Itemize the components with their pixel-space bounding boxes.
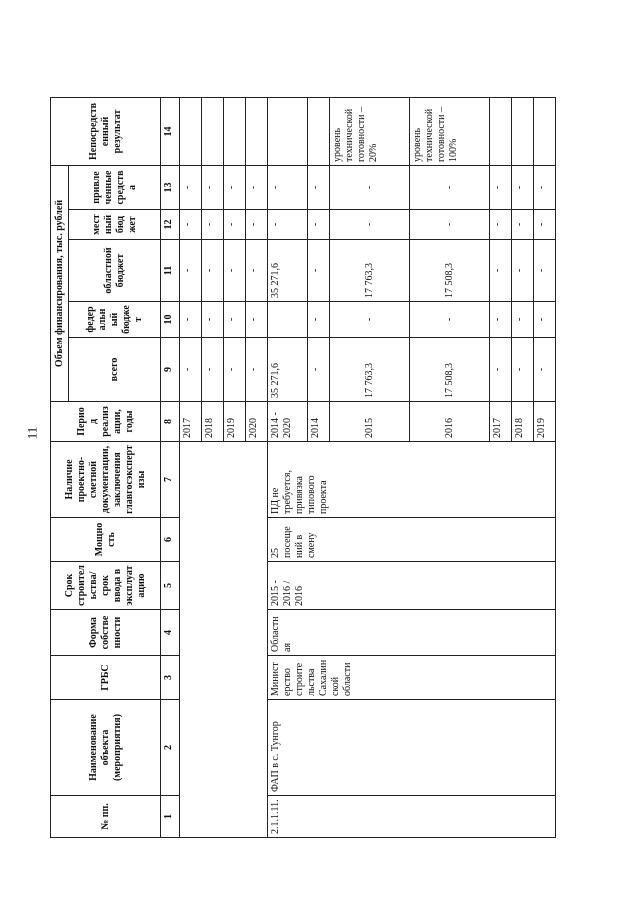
period-cell: 2019 xyxy=(224,402,246,442)
attracted-cell: - xyxy=(224,165,246,209)
regional-cell: 35 271,6 xyxy=(268,240,308,302)
local-cell: - xyxy=(330,210,410,240)
object-docs: ПД не требуется, привязка типового проекта xyxy=(268,442,556,518)
result-cell xyxy=(490,97,512,165)
result-cell xyxy=(246,97,268,165)
local-cell: - xyxy=(224,210,246,240)
period-cell: 2016 xyxy=(410,402,490,442)
table-row xyxy=(180,97,202,837)
attracted-cell: - xyxy=(180,165,202,209)
federal-cell: - xyxy=(512,302,534,338)
period-cell: 2015 xyxy=(330,402,410,442)
total-cell: - xyxy=(490,338,512,402)
federal-cell: - xyxy=(330,302,410,338)
result-cell xyxy=(202,97,224,165)
attracted-cell: - xyxy=(490,165,512,209)
regional-cell: - xyxy=(512,240,534,302)
regional-cell: - xyxy=(246,240,268,302)
regional-cell: 17 763,3 xyxy=(330,240,410,302)
local-cell: - xyxy=(512,210,534,240)
result-cell xyxy=(224,97,246,165)
col-number: 1 xyxy=(161,796,180,838)
federal-cell: - xyxy=(308,302,330,338)
col-number: 8 xyxy=(161,402,180,442)
attracted-cell: - xyxy=(330,165,410,209)
result-cell xyxy=(268,97,308,165)
header-ownership: Форма собственности xyxy=(51,610,161,656)
result-cell: уровень технической готовности – 100% xyxy=(410,97,490,165)
federal-cell xyxy=(268,302,308,338)
period-cell: 2020 xyxy=(246,402,268,442)
header-regional: областной бюджет xyxy=(69,240,161,302)
object-grbs: Министерство строительства Сахалинской области xyxy=(268,656,556,700)
federal-cell: - xyxy=(246,302,268,338)
total-cell: 17 508,3 xyxy=(410,338,490,402)
total-cell: 35 271,6 xyxy=(268,338,308,402)
attracted-cell: - xyxy=(534,165,556,209)
result-cell xyxy=(308,97,330,165)
period-cell: 2017 xyxy=(180,402,202,442)
period-cell: 2014 - 2020 xyxy=(268,402,308,442)
header-term: Срок строительства/срок ввода в эксплуатацию xyxy=(51,562,161,610)
attracted-cell: - xyxy=(246,165,268,209)
header-result: Непосредственный результат xyxy=(51,97,161,165)
attracted-cell: - xyxy=(202,165,224,209)
header-name: Наименование объекта (мероприятия) xyxy=(51,700,161,796)
local-cell: - xyxy=(268,210,308,240)
federal-cell: - xyxy=(490,302,512,338)
federal-cell: - xyxy=(534,302,556,338)
regional-cell: - xyxy=(202,240,224,302)
period-cell: 2014 xyxy=(308,402,330,442)
total-cell: - xyxy=(512,338,534,402)
col-number: 3 xyxy=(161,656,180,700)
page-number: 11 xyxy=(24,426,40,440)
result-cell xyxy=(180,97,202,165)
col-number: 13 xyxy=(161,165,180,209)
total-cell: - xyxy=(202,338,224,402)
header-period: Период реализации, годы xyxy=(51,402,161,442)
financing-table xyxy=(50,97,556,838)
header-federal: федеральный бюджет xyxy=(69,302,161,338)
header-financing-group: Объем финансирования, тыс. рублей xyxy=(51,165,69,401)
table-row xyxy=(268,97,308,837)
result-cell xyxy=(534,97,556,165)
period-cell: 2017 xyxy=(490,402,512,442)
col-number: 14 xyxy=(161,97,180,165)
object-ownership: Областная xyxy=(268,610,556,656)
regional-cell: - xyxy=(224,240,246,302)
col-number: 10 xyxy=(161,302,180,338)
local-cell: - xyxy=(490,210,512,240)
federal-cell: - xyxy=(180,302,202,338)
col-number: 6 xyxy=(161,518,180,562)
result-cell xyxy=(512,97,534,165)
col-number: 11 xyxy=(161,240,180,302)
rotated-table-container xyxy=(50,98,610,838)
col-number: 12 xyxy=(161,210,180,240)
period-cell: 2019 xyxy=(534,402,556,442)
header-docs: Наличие проектно-сметной документации, заключения главгосэкспертизы xyxy=(51,442,161,518)
object-number: 2.1.1.11. xyxy=(268,796,556,838)
header-total: всего xyxy=(69,338,161,402)
federal-cell: - xyxy=(410,302,490,338)
regional-cell: 17 508,3 xyxy=(410,240,490,302)
column-number-row xyxy=(161,97,180,837)
attracted-cell: - xyxy=(512,165,534,209)
regional-cell: - xyxy=(180,240,202,302)
total-cell: - xyxy=(534,338,556,402)
attracted-cell: - xyxy=(268,165,308,209)
local-cell: - xyxy=(410,210,490,240)
total-cell: - xyxy=(224,338,246,402)
local-cell: - xyxy=(308,210,330,240)
local-cell: - xyxy=(534,210,556,240)
total-cell: 17 763,3 xyxy=(330,338,410,402)
col-number: 2 xyxy=(161,700,180,796)
header-num: № пп. xyxy=(51,796,161,838)
local-cell: - xyxy=(202,210,224,240)
col-number: 4 xyxy=(161,610,180,656)
attracted-cell: - xyxy=(308,165,330,209)
total-cell: - xyxy=(180,338,202,402)
local-cell: - xyxy=(180,210,202,240)
total-cell: - xyxy=(246,338,268,402)
result-cell: уровень технической готовности – 20% xyxy=(330,97,410,165)
object-capacity: 25 посещений в смену xyxy=(268,518,556,562)
col-number: 9 xyxy=(161,338,180,402)
federal-cell: - xyxy=(202,302,224,338)
period-cell: 2018 xyxy=(202,402,224,442)
regional-cell: - xyxy=(308,240,330,302)
regional-cell: - xyxy=(490,240,512,302)
period-cell: 2018 xyxy=(512,402,534,442)
header-local: местный бюджет xyxy=(69,210,161,240)
header-attracted: привлеченные средства xyxy=(69,165,161,209)
col-number: 5 xyxy=(161,562,180,610)
total-cell: - xyxy=(308,338,330,402)
col-number: 7 xyxy=(161,442,180,518)
federal-cell: - xyxy=(224,302,246,338)
header-capacity: Мощность xyxy=(51,518,161,562)
previous-object-cell xyxy=(180,442,268,838)
local-cell: - xyxy=(246,210,268,240)
regional-cell: - xyxy=(534,240,556,302)
object-term: 2015 - 2016 / 2016 xyxy=(268,562,556,610)
attracted-cell: - xyxy=(410,165,490,209)
object-name: ФАП в с. Тунгор xyxy=(268,700,556,796)
header-grbs: ГРБС xyxy=(51,656,161,700)
